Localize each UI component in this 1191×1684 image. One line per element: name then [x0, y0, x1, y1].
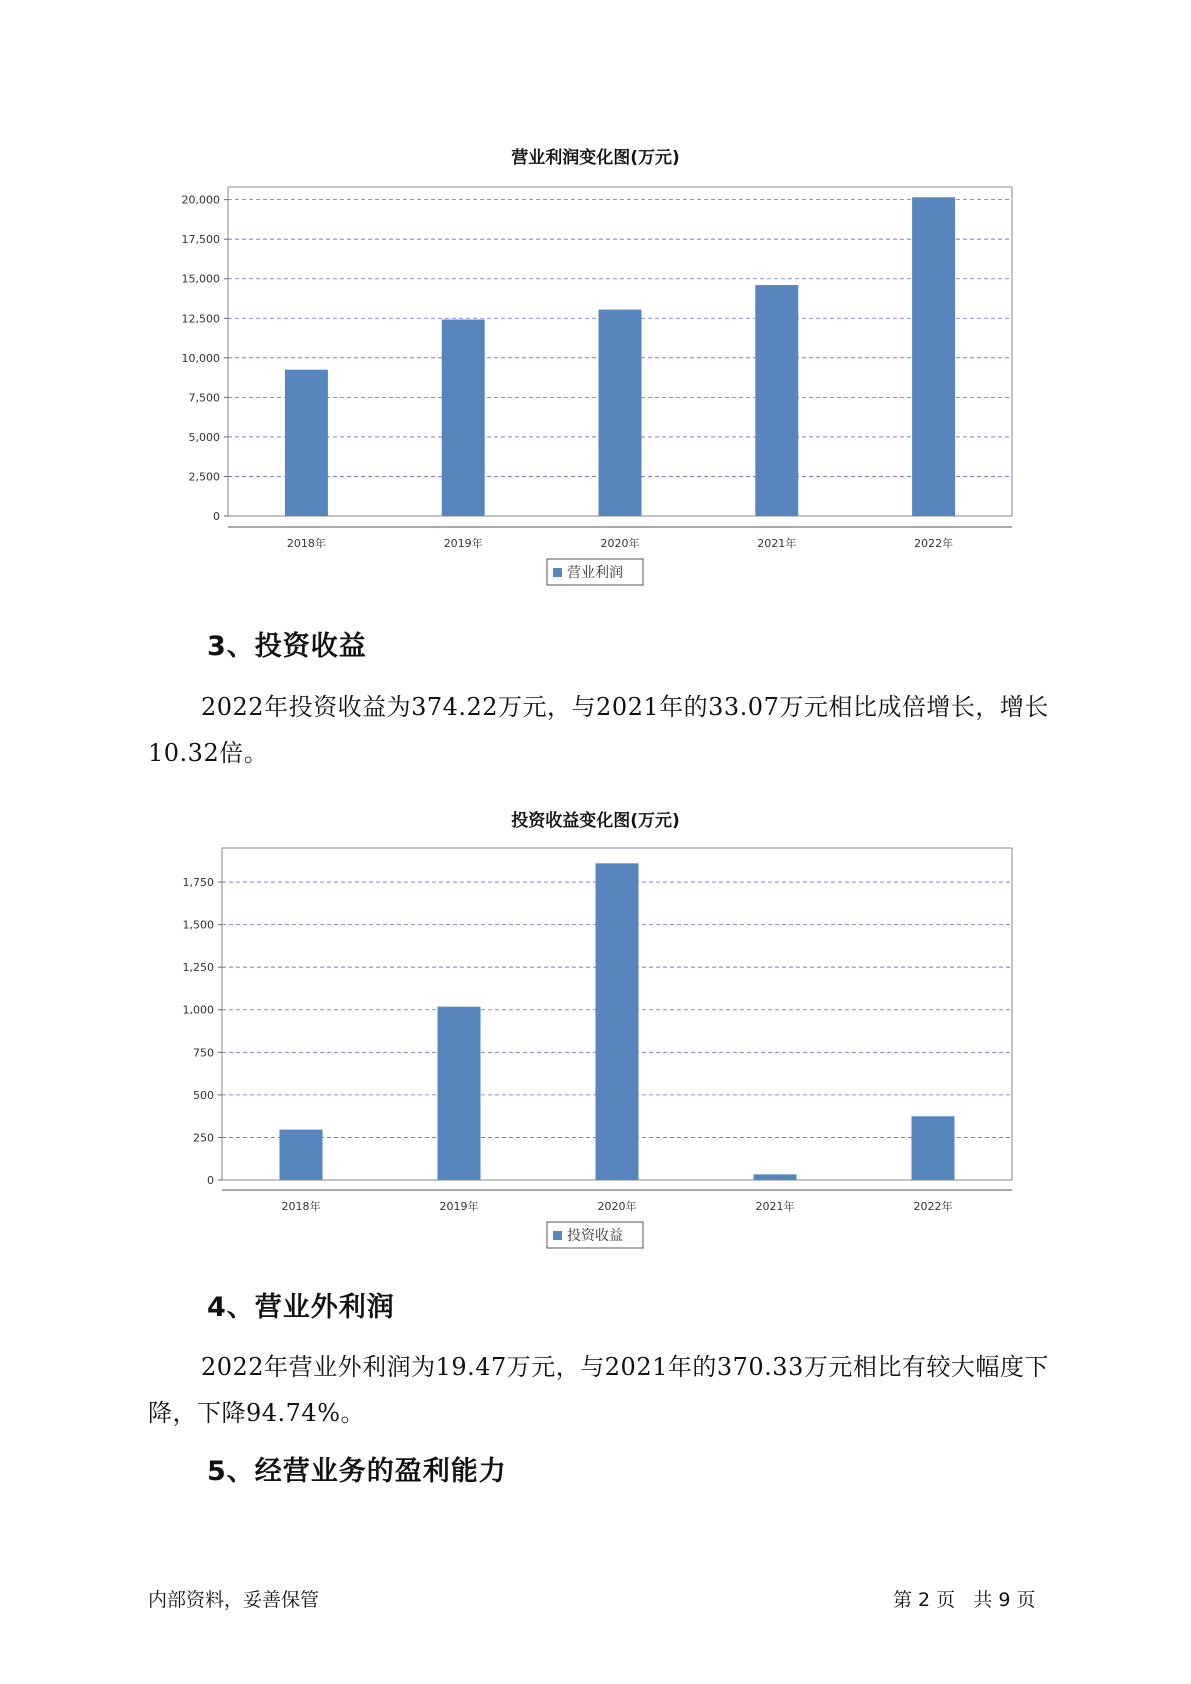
section4-paragraph: 2022年营业外利润为19.47万元，与2021年的370.33万元相比有较大幅度下降，下降94.74%。	[148, 1353, 1049, 1427]
bar	[596, 863, 639, 1180]
x-tick-label: 2021年	[755, 1200, 795, 1213]
footer-confidential-note: 内部资料，妥善保管	[148, 1589, 320, 1611]
section5-heading: 5、经营业务的盈利能力	[207, 1456, 507, 1487]
y-tick-label: 10,000	[181, 351, 220, 365]
x-tick-label: 2018年	[281, 1200, 321, 1213]
x-tick-label: 2021年	[757, 537, 797, 550]
section3-paragraph: 2022年投资收益为374.22万元，与2021年的33.07万元相比成倍增长，增长10.32倍。	[148, 693, 1049, 767]
y-tick-label: 1,750	[182, 876, 214, 890]
y-tick-label: 1,250	[182, 961, 214, 975]
y-tick-label: 7,500	[188, 391, 220, 405]
legend-label: 投资收益	[567, 1228, 623, 1244]
legend-swatch	[553, 1231, 562, 1240]
y-tick-label: 0	[213, 510, 220, 523]
section4-heading: 4、营业外利润	[207, 1292, 395, 1323]
bar	[438, 1007, 481, 1180]
x-tick-label: 2020年	[600, 537, 640, 550]
y-tick-label: 500	[193, 1088, 214, 1102]
y-tick-label: 1,000	[182, 1003, 214, 1017]
chart1-title: 营业利润变化图(万元)	[511, 148, 680, 168]
chart2-title: 投资收益变化图(万元)	[511, 811, 680, 831]
section3-heading: 3、投资收益	[207, 631, 367, 662]
x-tick-label: 2019年	[443, 537, 483, 550]
y-tick-label: 1,500	[182, 918, 214, 932]
y-tick-label: 250	[193, 1131, 214, 1145]
y-tick-label: 20,000	[181, 193, 220, 207]
x-tick-label: 2020年	[597, 1200, 637, 1213]
x-tick-label: 2019年	[439, 1200, 479, 1213]
y-tick-label: 0	[207, 1174, 214, 1187]
bar	[912, 1116, 955, 1180]
x-tick-label: 2022年	[914, 537, 954, 550]
bar	[754, 1174, 797, 1180]
x-tick-label: 2022年	[913, 1200, 953, 1213]
y-tick-label: 12,500	[181, 312, 220, 326]
y-tick-label: 5,000	[188, 430, 220, 444]
y-tick-label: 2,500	[188, 470, 220, 484]
bar	[280, 1130, 323, 1180]
footer-page-number: 第 2 页 共 9 页	[893, 1589, 1036, 1611]
y-tick-label: 17,500	[181, 233, 220, 247]
x-tick-label: 2018年	[286, 537, 326, 550]
y-tick-label: 750	[193, 1046, 214, 1060]
legend-label: 营业利润	[567, 565, 623, 581]
y-tick-label: 15,000	[181, 272, 220, 286]
